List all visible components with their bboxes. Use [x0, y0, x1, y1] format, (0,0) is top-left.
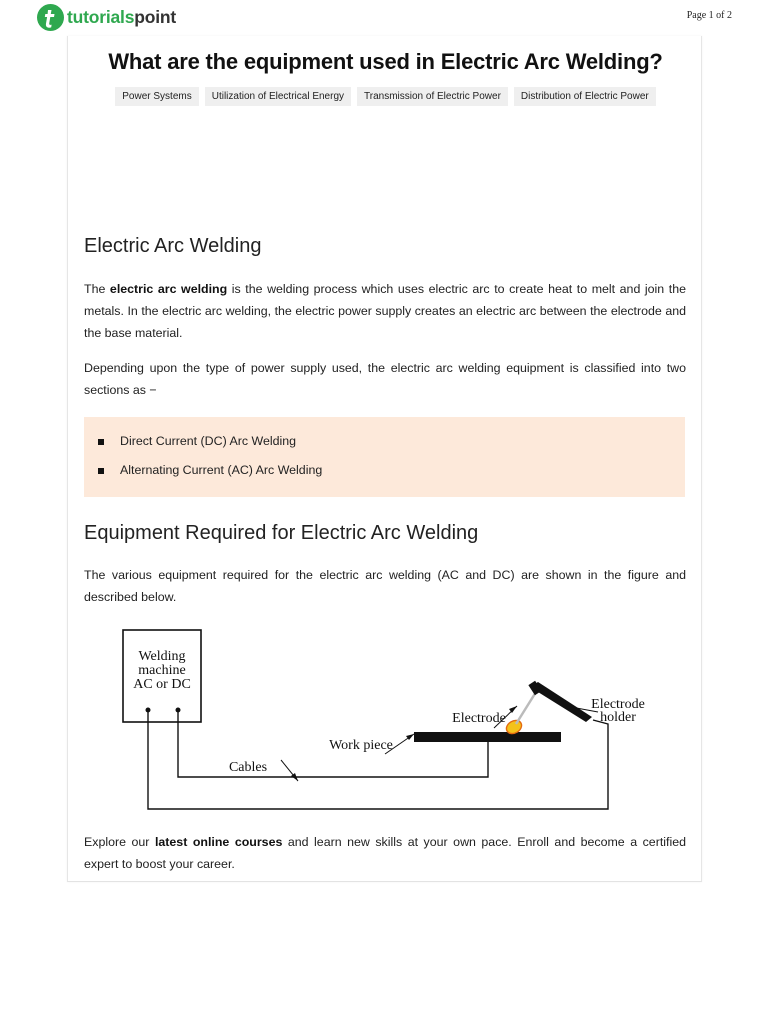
list-item: Direct Current (DC) Arc Welding [120, 434, 297, 448]
machine-label-line3: AC or DC [133, 677, 191, 692]
paragraph-classification: Depending upon the type of power supply used, the electric arc welding equipment is classified into two sections as − [84, 361, 686, 397]
bold-term: electric arc welding [109, 282, 228, 296]
logo-wordmark: tutorialspoint [67, 6, 177, 27]
cables-label: Cables [228, 760, 268, 775]
work-piece [414, 732, 561, 742]
electrode-label: Electrode [452, 711, 506, 726]
logo-icon [37, 4, 64, 31]
holder-label-line1: Electrode [591, 697, 645, 712]
tutorialspoint-logo[interactable] [37, 2, 176, 32]
work-piece-label: Work piece [329, 738, 393, 753]
welding-equipment-diagram [118, 624, 645, 814]
page-number: Page 1 of 2 [686, 10, 732, 21]
paragraph-equipment: The various equipment required for the electric arc welding (AC and DC) are shown in the figure and described below. [84, 568, 686, 604]
courses-link[interactable]: latest online courses [154, 835, 283, 849]
holder-jaw [528, 681, 541, 695]
machine-label-line2: machine [138, 663, 186, 678]
top-bar [0, 0, 768, 34]
cable-electrode [148, 710, 608, 809]
article-card [67, 36, 702, 882]
tag-distribution-electric-power[interactable]: Distribution of Electric Power [514, 87, 656, 106]
classification-list [84, 417, 685, 497]
page-title: What are the equipment used in Electric Arc Welding? [108, 49, 663, 74]
tag-utilization-electrical-energy[interactable]: Utilization of Electrical Energy [205, 87, 351, 106]
paragraph-explore: Explore our latest online courses and learn new skills at your own pace. Enroll and become a certified expert to boost your career. [84, 835, 686, 871]
electrode-rod [516, 692, 536, 724]
section-heading-equipment: Equipment Required for Electric Arc Welding [84, 522, 479, 544]
tag-transmission-electric-power[interactable]: Transmission of Electric Power [357, 87, 508, 106]
list-item: Alternating Current (AC) Arc Welding [120, 463, 323, 477]
tag-list [68, 87, 703, 106]
bullet-icon [98, 439, 104, 445]
holder-label-line2: holder [600, 710, 636, 725]
bullet-icon [98, 468, 104, 474]
section-heading-electric-arc-welding: Electric Arc Welding [84, 235, 262, 257]
paragraph-intro: The electric arc welding is the welding process which uses electric arc to create heat to melt and join the metals. In the electric arc welding, the electric power supply creates an electric arc between the electrode and the base material. [84, 282, 686, 340]
tag-power-systems[interactable]: Power Systems [115, 87, 198, 106]
machine-label-line1: Welding [138, 649, 186, 664]
